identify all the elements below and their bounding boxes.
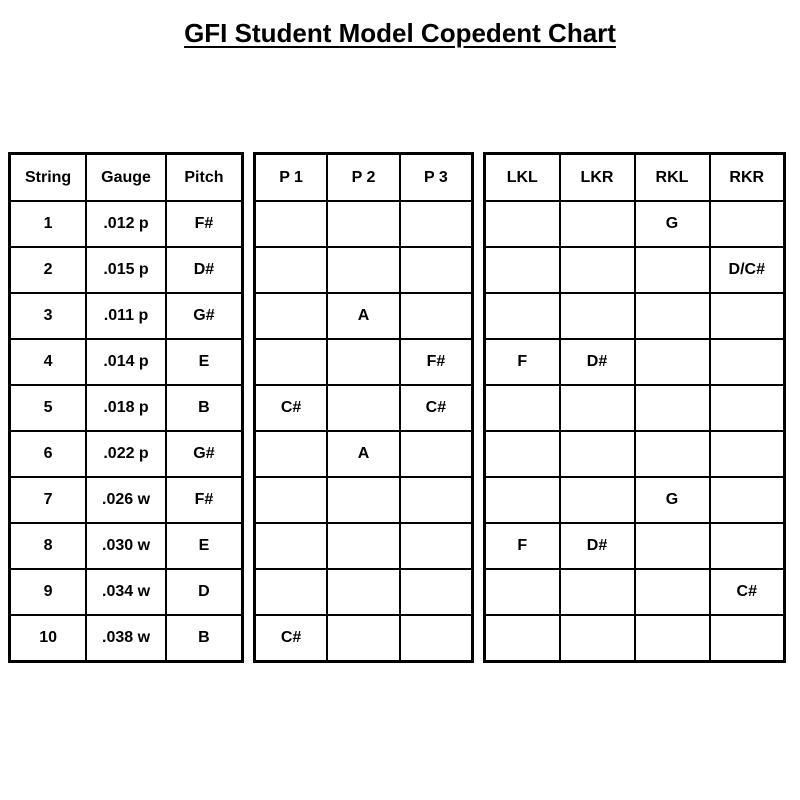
table-cell	[635, 339, 710, 385]
table-cell	[255, 523, 328, 569]
table-cell	[710, 293, 785, 339]
table-row	[255, 615, 473, 662]
table-cell	[710, 385, 785, 431]
table-row	[10, 615, 243, 662]
column-header: LKL	[485, 154, 560, 202]
table-cell: G#	[166, 293, 243, 339]
table-cell: G	[635, 477, 710, 523]
table-cell	[255, 431, 328, 477]
table-cell: D	[166, 569, 243, 615]
table-cell	[635, 247, 710, 293]
table-cell: .030 w	[86, 523, 166, 569]
table-cell: C#	[255, 615, 328, 662]
table-cell	[485, 569, 560, 615]
table-cell: G#	[166, 431, 243, 477]
table-cell: 8	[10, 523, 87, 569]
table-cell	[710, 339, 785, 385]
table-cell: D/C#	[710, 247, 785, 293]
table-cell	[485, 615, 560, 662]
table-cell	[635, 569, 710, 615]
table-cell: 9	[10, 569, 87, 615]
table-row	[485, 247, 785, 293]
table-cell	[485, 293, 560, 339]
table-row	[255, 523, 473, 569]
column-header: P 2	[327, 154, 400, 202]
table-row	[255, 569, 473, 615]
table-cell: F#	[166, 477, 243, 523]
table-row	[485, 431, 785, 477]
table-cell	[327, 385, 400, 431]
table-cell: C#	[400, 385, 473, 431]
table-cell	[327, 247, 400, 293]
table-cell	[560, 569, 635, 615]
table-cell	[485, 431, 560, 477]
table-row	[10, 247, 243, 293]
table-cell	[560, 477, 635, 523]
table-cell	[635, 431, 710, 477]
table-row	[485, 615, 785, 662]
table-row	[255, 477, 473, 523]
column-header: P 3	[400, 154, 473, 202]
table-cell: F	[485, 523, 560, 569]
table-cell: .012 p	[86, 201, 166, 247]
table-row	[485, 293, 785, 339]
table-cell: 4	[10, 339, 87, 385]
table-cell: .011 p	[86, 293, 166, 339]
table-cell	[255, 569, 328, 615]
table-row	[10, 201, 243, 247]
table-cell	[327, 615, 400, 662]
table-cell: A	[327, 431, 400, 477]
table-cell	[255, 293, 328, 339]
table-cell: E	[166, 339, 243, 385]
table-cell: F	[485, 339, 560, 385]
table-cell	[255, 247, 328, 293]
table-cell	[255, 201, 328, 247]
header-row	[485, 154, 785, 202]
table-row	[10, 523, 243, 569]
table-cell: .034 w	[86, 569, 166, 615]
table-row	[10, 569, 243, 615]
table-cell	[327, 201, 400, 247]
table-cell: C#	[255, 385, 328, 431]
column-header: RKR	[710, 154, 785, 202]
table-row	[485, 339, 785, 385]
table-cell	[327, 339, 400, 385]
table-cell: .038 w	[86, 615, 166, 662]
table-cell	[255, 477, 328, 523]
table-cell	[560, 247, 635, 293]
levers-table	[483, 152, 786, 663]
table-row	[485, 201, 785, 247]
table-cell	[710, 201, 785, 247]
table-cell: C#	[710, 569, 785, 615]
table-cell: E	[166, 523, 243, 569]
table-cell: .015 p	[86, 247, 166, 293]
table-cell	[635, 385, 710, 431]
table-row	[485, 385, 785, 431]
table-cell: B	[166, 615, 243, 662]
table-cell: D#	[560, 339, 635, 385]
table-cell: .022 p	[86, 431, 166, 477]
strings-table	[8, 152, 244, 663]
table-cell	[400, 523, 473, 569]
table-cell: F#	[166, 201, 243, 247]
table-row	[485, 569, 785, 615]
table-cell: 1	[10, 201, 87, 247]
table-cell: .026 w	[86, 477, 166, 523]
table-cell	[560, 385, 635, 431]
table-cell	[400, 477, 473, 523]
table-row	[255, 201, 473, 247]
table-cell	[560, 201, 635, 247]
table-cell: 2	[10, 247, 87, 293]
column-header: Gauge	[86, 154, 166, 202]
table-row	[255, 431, 473, 477]
table-cell	[635, 615, 710, 662]
table-cell: 6	[10, 431, 87, 477]
table-cell	[710, 477, 785, 523]
table-cell	[560, 615, 635, 662]
table-cell	[635, 293, 710, 339]
table-row	[255, 339, 473, 385]
table-cell: D#	[166, 247, 243, 293]
column-header: P 1	[255, 154, 328, 202]
table-cell	[327, 477, 400, 523]
table-cell: 3	[10, 293, 87, 339]
table-cell	[255, 339, 328, 385]
table-cell: D#	[560, 523, 635, 569]
table-cell	[485, 385, 560, 431]
table-row	[10, 385, 243, 431]
table-cell: G	[635, 201, 710, 247]
table-cell: 7	[10, 477, 87, 523]
header-row	[255, 154, 473, 202]
table-cell	[485, 247, 560, 293]
table-cell	[560, 431, 635, 477]
table-row	[10, 293, 243, 339]
table-cell	[400, 615, 473, 662]
table-row	[255, 247, 473, 293]
table-cell	[485, 477, 560, 523]
table-row	[10, 431, 243, 477]
pedals-table	[253, 152, 474, 663]
column-header: LKR	[560, 154, 635, 202]
table-row	[485, 523, 785, 569]
table-cell: A	[327, 293, 400, 339]
table-cell	[400, 569, 473, 615]
table-cell	[710, 523, 785, 569]
table-row	[255, 385, 473, 431]
table-cell	[327, 523, 400, 569]
table-cell	[485, 201, 560, 247]
column-header: String	[10, 154, 87, 202]
table-cell	[400, 247, 473, 293]
table-cell	[400, 431, 473, 477]
table-cell	[635, 523, 710, 569]
table-cell: .014 p	[86, 339, 166, 385]
table-cell	[400, 293, 473, 339]
table-cell: F#	[400, 339, 473, 385]
column-header: RKL	[635, 154, 710, 202]
table-cell: 5	[10, 385, 87, 431]
table-row	[255, 293, 473, 339]
table-cell: 10	[10, 615, 87, 662]
page-title: GFI Student Model Copedent Chart	[184, 18, 616, 48]
table-cell	[400, 201, 473, 247]
table-cell: .018 p	[86, 385, 166, 431]
table-cell	[327, 569, 400, 615]
header-row	[10, 154, 243, 202]
table-row	[485, 477, 785, 523]
table-row	[10, 339, 243, 385]
column-header: Pitch	[166, 154, 243, 202]
table-row	[10, 477, 243, 523]
table-cell	[710, 431, 785, 477]
table-cell	[710, 615, 785, 662]
table-cell: B	[166, 385, 243, 431]
table-cell	[560, 293, 635, 339]
